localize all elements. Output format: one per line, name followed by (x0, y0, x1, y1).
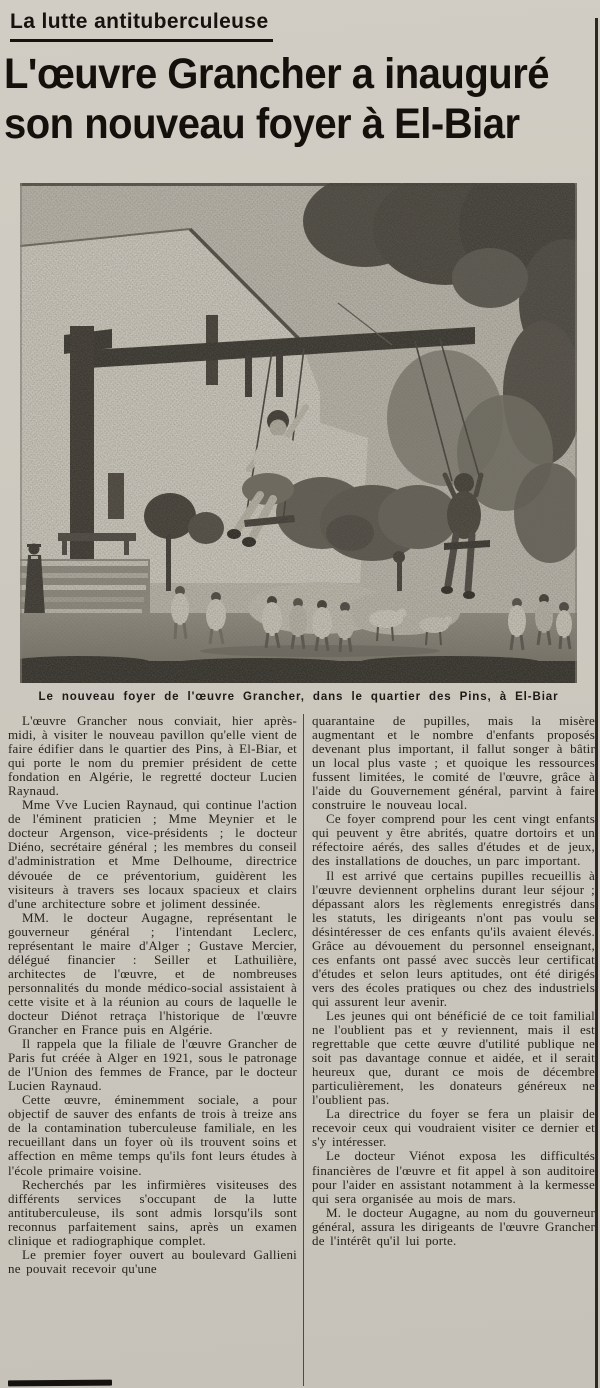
paragraph: Le docteur Viénot exposa les difficultés financières de l'œuvre et fit appel à son auditoire pour l'aider en assistant notamment à la kermesse qui sera organisée au mois de mars. (312, 1148, 595, 1206)
paragraph: Il rappela que la filiale de l'œuvre Grancher de Paris fut créée à Alger en 1921, sous le patronage de l'Union des femmes de France, par le docteur Lucien Raynaud. (8, 1036, 297, 1094)
headline (4, 50, 598, 150)
page-edge-rule (595, 18, 598, 1388)
paragraph: Cette œuvre, éminemment sociale, a pour objectif de sauver des enfants de trois à treize ans de la contamination tuberculeuse familiale, en les recueillant dans un foyer où ils trouvent soins et affection en même temps qu'ils font leurs études à l'école primaire voisine. (8, 1092, 297, 1178)
photo-caption: Le nouveau foyer de l'œuvre Grancher, dans le quartier des Pins, à El-Biar (38, 691, 559, 703)
article-column-left (8, 714, 303, 1386)
article-body (8, 714, 596, 1386)
paragraph: Il est arrivé que certains pupilles recueillis à l'œuvre deviennent orphelins durant leur séjour ; dépassant alors les règlements enregistrés dans les statuts, les dirigeants n'ont pas voulu se désintéresser de ces enfants qu'ils avaient élevés. Grâce au dévouement du personnel enseignant, ces enfants ont passé avec succès leur certificat d'études et selon leurs aptitudes, ont été dirigés vers des écoles pratiques ou chez des industriels qui assurent leur avenir. (312, 867, 595, 1009)
paragraph: La directrice du foyer se fera un plaisir de recevoir ceux qui voudraient visiter ce dernier et s'y intéresser. (312, 1106, 595, 1150)
paragraph: quarantaine de pupilles, mais la misère augmentant et le nombre d'enfants proposés devenant plus important, il fallut songer à bâtir un local plus vaste ; et quoique les ressources fussent limitées, le comité de l'œuvre, grâce à l'aide du Gouvernement général, parvint à faire construire le nouveau local. (312, 714, 595, 813)
photo-grain (20, 183, 577, 683)
section-divider-bar (8, 1380, 112, 1387)
paragraph: M. le docteur Augagne, au nom du gouverneur général, assura les dirigeants de l'œuvre Grancher de l'intérêt qu'il lui porte. (312, 1204, 595, 1248)
paragraph: Mme Vve Lucien Raynaud, qui continue l'action de l'éminent praticien ; Mme Meynier et le docteur Argenson, vice-présidents ; le docteur Diéno, secrétaire général ; les membres du conseil d'administration et Mme Delhoume, directrice dévouée de ce préventorium, guidèrent les visiteurs à travers ses locaux spacieux et clairs d'une architecture sobre et joliment dessinée. (8, 797, 297, 911)
article-column-right (303, 714, 595, 1386)
paragraph: Recherchés par les infirmières visiteuses des différents services s'occupant de la lutte antituberculeuse, ils sont admis lorsqu'ils sont reconnus parfaitement sains, après un examen clinique et radiographique complet. (8, 1176, 297, 1248)
paragraph: MM. le docteur Augagne, représentant le gouverneur général ; l'intendant Leclerc, représentant le maire d'Alger ; Gustave Mercier, délégué financier : Seiller et Lathuilière, architectes de l'œuvre, et de nombreuses personnalités du monde médico-social assistaient à cette visite et à la réunion au cours de laquelle le docteur Diénot retraça l'historique de l'œuvre Grancher en France puis en Algérie. (8, 909, 297, 1038)
children-playing-on-swings-photo (20, 183, 577, 683)
kicker: La lutte antituberculeuse (10, 10, 273, 42)
paragraph: L'œuvre Grancher nous conviait, hier après-midi, à visiter le nouveau pavillon qu'elle vient de faire édifier dans le quartier des Pins, à El-Biar, et qui porte le nom du premier président de cette fondation en Algérie, le regretté docteur Lucien Raynaud. (8, 714, 297, 799)
article-photo (20, 183, 577, 683)
paragraph: Ce foyer comprend pour les cent vingt enfants qui peuvent y être abrités, quatre dortoirs et un réfectoire aérés, des salles d'études et de jeux, des installations de douches, un parc important. (312, 811, 595, 869)
paragraph: Les jeunes qui ont bénéficié de ce toit familial ne l'oublient pas et y reviennent, mais il est regrettable que cette œuvre d'utilité publique ne soit pas davantage connue et aidée, et il serait heureux que, durant ce mois de décembre particulièrement, les donateurs généreux ne l'oublient pas. (312, 1007, 595, 1108)
headline-line-2: son nouveau foyer à El-Biar (4, 101, 520, 148)
headline-line-1: L'œuvre Grancher a inauguré (4, 51, 550, 98)
paragraph: Le premier foyer ouvert au boulevard Gallieni ne pouvait recevoir qu'une (8, 1246, 297, 1276)
